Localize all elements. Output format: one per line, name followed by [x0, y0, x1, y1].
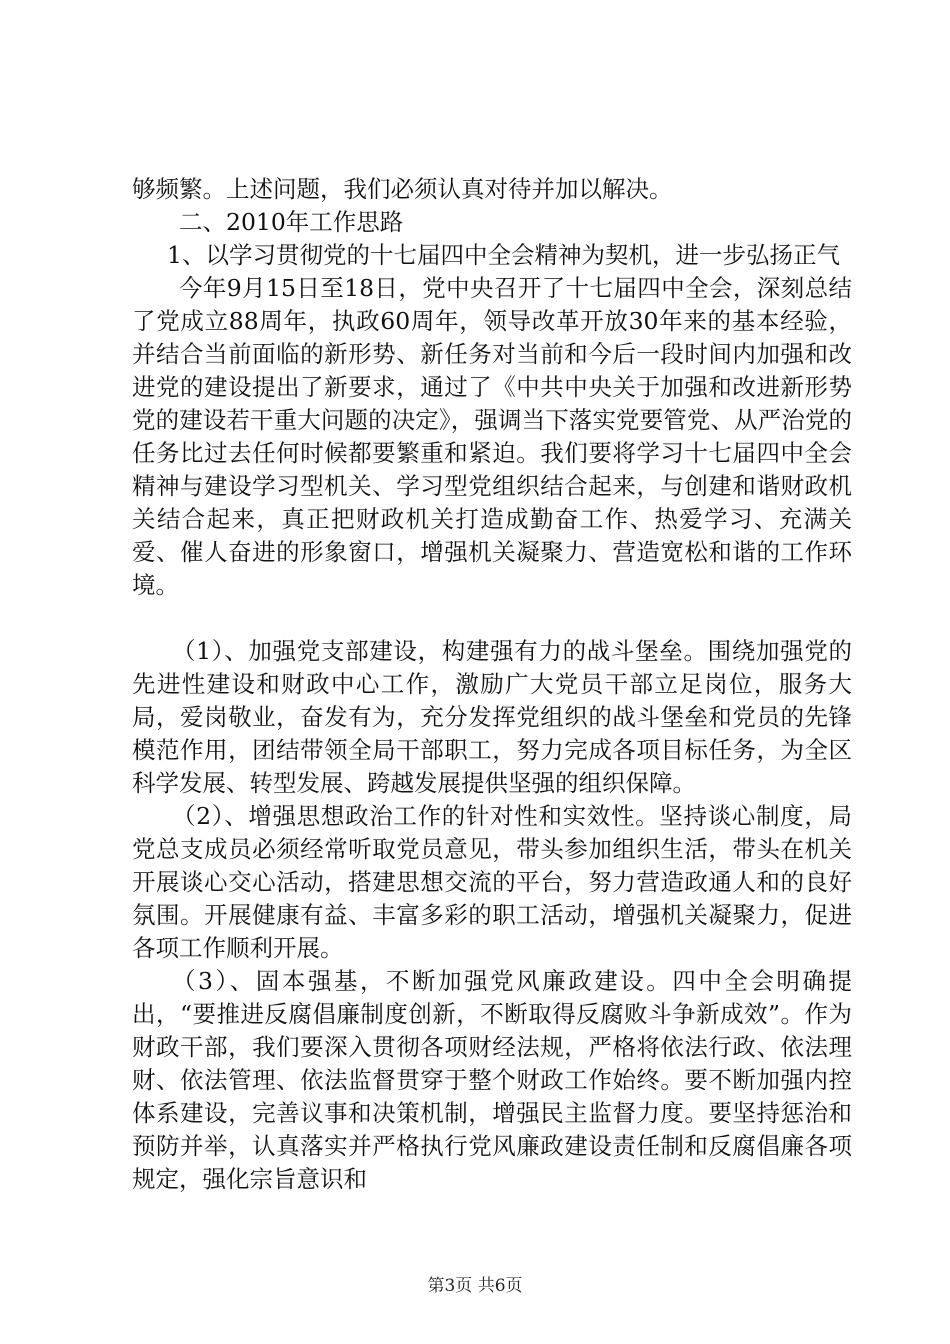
paragraph: 今年9月15日至18日，党中央召开了十七届四中全会，深刻总结了党成立88周年，执政60周年，领导改革开放30年来的基本经验，并结合当前面临的新形势、新任务对当前和今后一段时间内加强和改进党的建设提出了新要求，通过了《中共中央关于加强和改进新形势党的建设若干重大问题的决定》，强调当下落实党要管党、从严治党的任务比过去任何时候都要繁重和紧迫。我们要将学习十七届四中全会精神与建设学习型机关、学习型党组织结合起来，与创建和谐财政机关结合起来，真正把财政机关打造成勤奋工作、热爱学习、充满关爱、催人奋进的形象窗口，增强机关凝聚力、营造宽松和谐的工作环境。: [132, 274, 852, 599]
paragraph-continuation: 够频繁。上述问题，我们必须认真对待并加以解决。: [132, 175, 673, 203]
subsection-heading: 1、以学习贯彻党的十七届四中全会精神为契机，进一步弘扬正气: [167, 241, 840, 269]
page-footer: 第3页 共6页: [427, 1276, 523, 1296]
paragraph-item-1: （1）、加强党支部建设，构建强有力的战斗堡垒。围绕加强党的先进性建设和财政中心工作，激励广大党员干部立足岗位，服务大局，爱岗敬业，奋发有为，充分发挥党组织的战斗堡垒和党员的先锋模范作用，团结带领全局干部职工，努力完成各项目标任务，为全区科学发展、转型发展、跨越发展提供坚强的组织保障。: [132, 637, 852, 797]
paragraph-item-3: （3）、固本强基，不断加强党风廉政建设。四中全会明确提出，“要推进反腐倡廉制度创新，不断取得反腐败斗争新成效”。作为财政干部，我们要深入贯彻各项财经法规，严格将依法行政、依法理财、依法管理、依法监督贯穿于整个财政工作始终。要不断加强内控体系建设，完善议事和决策机制，增强民主监督力度。要坚持惩治和预防并举，认真落实并严格执行党风廉政建设责任制和反腐倡廉各项规定，强化宗旨意识和: [132, 967, 852, 1193]
paragraph-item-2: （2）、增强思想政治工作的针对性和实效性。坚持谈心制度，局党总支成员必须经常听取党员意见，带头参加组织生活，带头在机关开展谈心交心活动，搭建思想交流的平台，努力营造政通人和的良好氛围。开展健康有益、丰富多彩的职工活动，增强机关凝聚力，促进各项工作顺利开展。: [132, 802, 852, 962]
document-body: [132, 173, 852, 1196]
section-heading: 二、2010年工作思路: [179, 208, 404, 236]
paragraph-gap: [132, 602, 852, 635]
